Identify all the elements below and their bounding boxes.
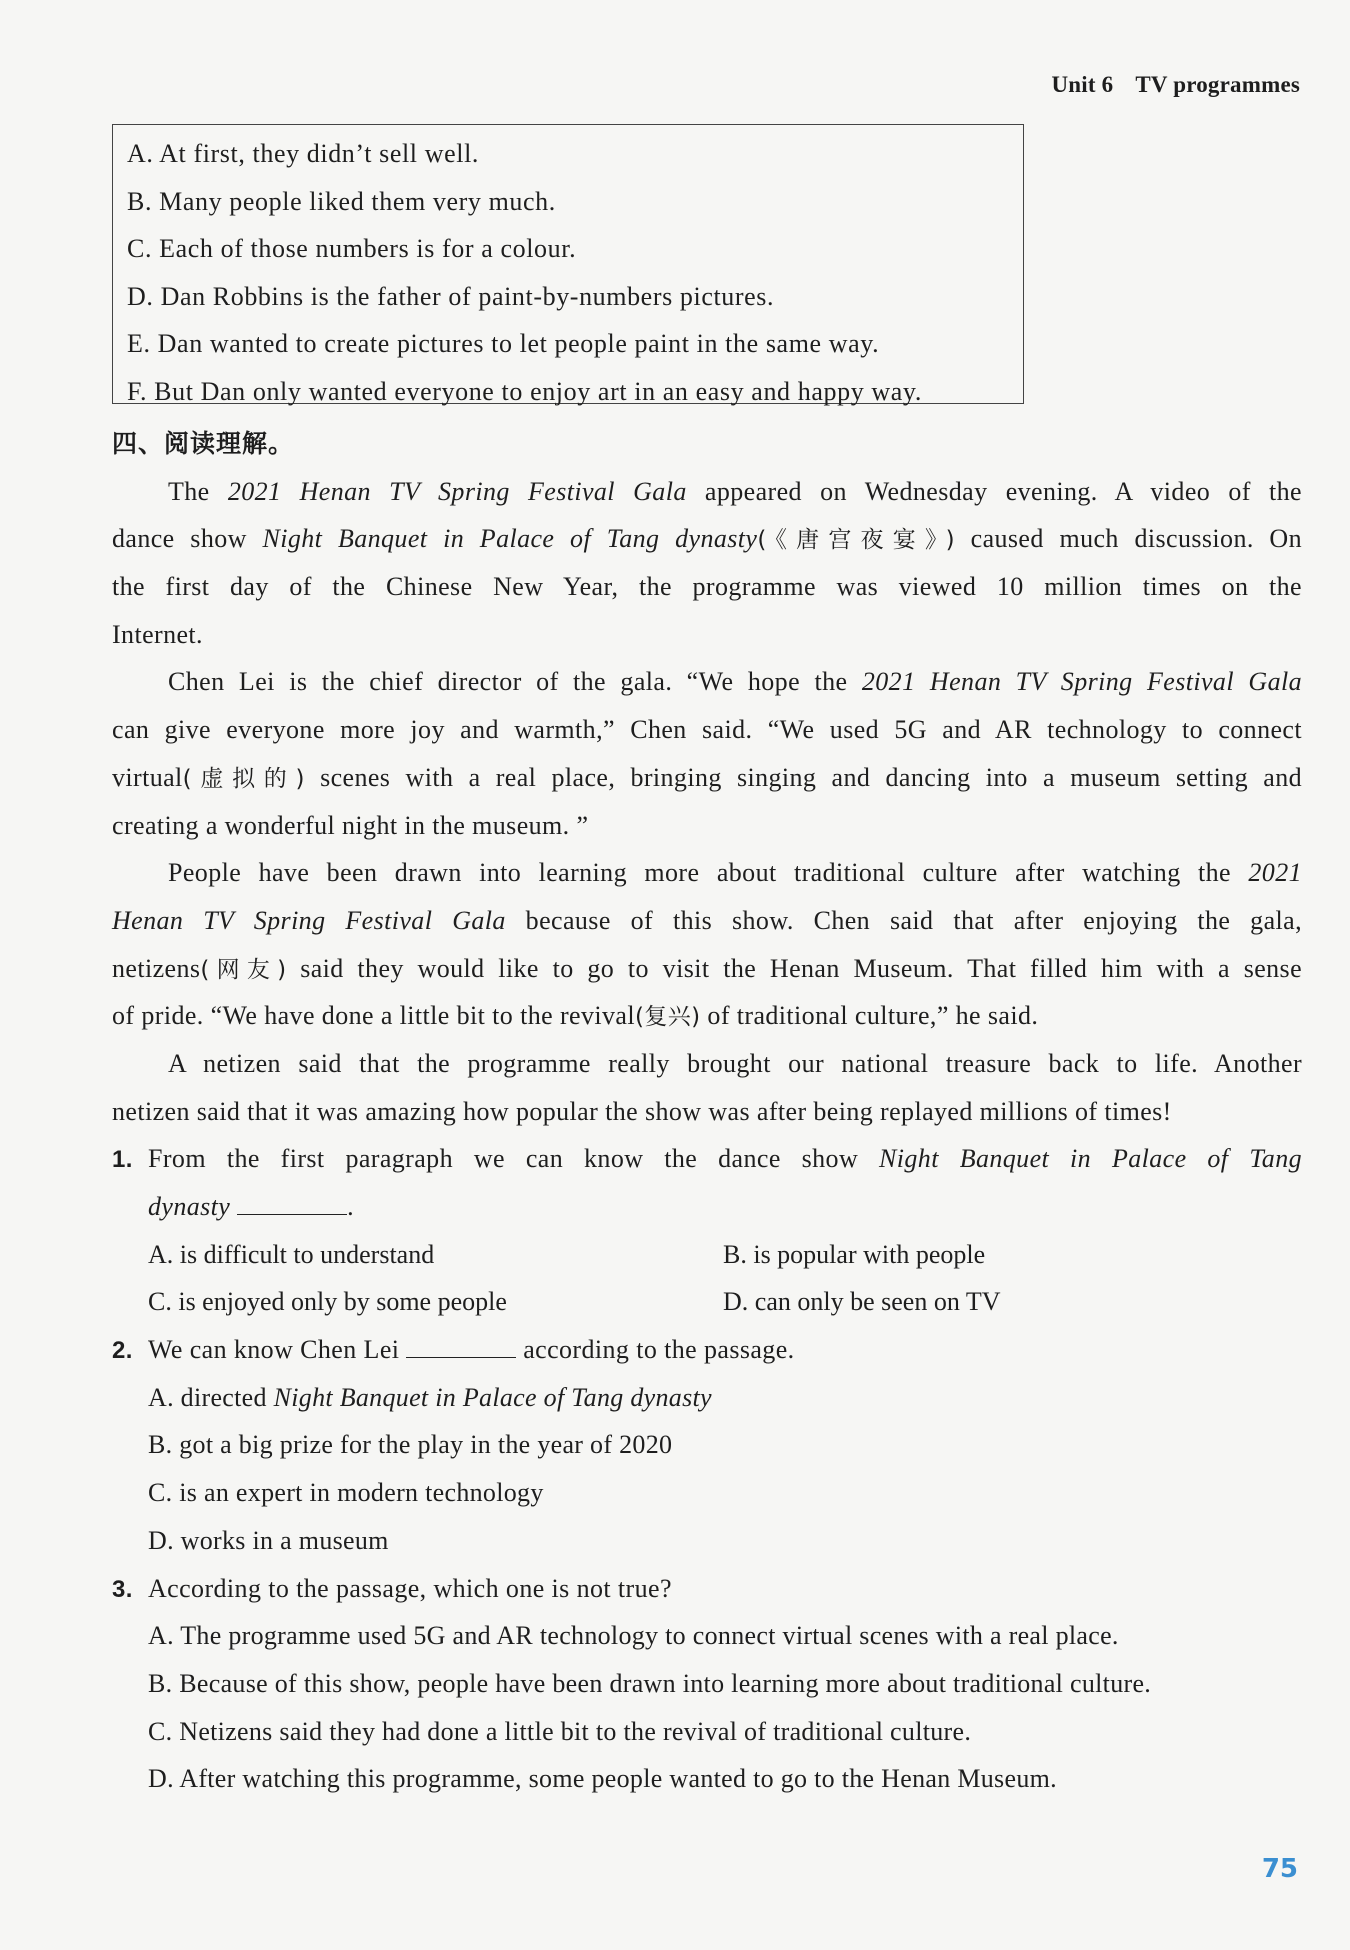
question-text: According to the passage, which one is not true? xyxy=(148,1573,672,1603)
choice-d[interactable]: D. can only be seen on TV xyxy=(723,1287,1001,1317)
passage-line xyxy=(112,658,1302,706)
show-title: Night Banquet in Palace of Tang dynasty xyxy=(262,524,758,554)
option-item: A. At first, they didn’t sell well. xyxy=(127,139,479,168)
text-run: . xyxy=(347,1192,355,1221)
show-title: Night Banquet in Palace of Tang xyxy=(879,1144,1302,1174)
reading-section xyxy=(112,420,1302,1803)
choice-c[interactable]: C. is an expert in modern technology xyxy=(148,1478,544,1508)
choice-b[interactable]: B. is popular with people xyxy=(723,1239,986,1269)
gala-title: 2021 xyxy=(1248,858,1302,888)
unit-title: TV programmes xyxy=(1135,72,1300,97)
question-number: 3. xyxy=(112,1575,133,1603)
chinese-gloss: (《唐宫夜宴》) xyxy=(757,527,955,554)
question-text: From the first paragraph we can know the dance show xyxy=(148,1144,880,1174)
choice-row xyxy=(112,1278,1302,1326)
text-run: virtual xyxy=(112,762,183,792)
passage-line xyxy=(112,992,1302,1040)
question-text: according to the passage. xyxy=(516,1335,795,1365)
question-1 xyxy=(112,1135,1302,1183)
show-title: dynasty xyxy=(148,1192,231,1221)
answer-blank[interactable] xyxy=(237,1192,347,1215)
choice-row xyxy=(112,1231,1302,1279)
text-run: netizens xyxy=(112,953,201,983)
passage-line xyxy=(112,849,1302,897)
text-run: The xyxy=(168,476,228,506)
passage-line xyxy=(112,945,1302,993)
question-3 xyxy=(112,1565,1302,1613)
choice-b[interactable]: B. got a big prize for the play in the year of 2020 xyxy=(148,1430,673,1460)
chinese-gloss: (虚拟的) xyxy=(182,765,305,792)
answer-blank[interactable] xyxy=(406,1335,516,1358)
choice-d[interactable]: D. After watching this programme, some people wanted to go to the Henan Museum. xyxy=(148,1764,1057,1794)
choice-b[interactable]: B. Because of this show, people have been drawn into learning more about traditional culture. xyxy=(148,1668,1152,1698)
question-2 xyxy=(112,1326,1302,1374)
text-run: A. directed xyxy=(148,1382,274,1412)
show-title: Night Banquet in Palace of Tang dynasty xyxy=(273,1382,712,1412)
text-run: dance show xyxy=(112,524,263,554)
text-run: Chen Lei is the chief director of the gala. “We hope the xyxy=(168,667,862,697)
text-run: of traditional culture,” he said. xyxy=(700,1001,1039,1031)
choice-d[interactable]: D. works in a museum xyxy=(148,1525,389,1555)
text-run: People have been drawn into learning more about traditional culture after watching the xyxy=(168,858,1249,888)
gala-title: 2021 Henan TV Spring Festival Gala xyxy=(861,667,1302,697)
section-title: 四、阅读理解。 xyxy=(112,429,295,458)
question-number: 1. xyxy=(112,1146,133,1174)
choice-c[interactable]: C. is enjoyed only by some people xyxy=(148,1287,507,1317)
passage-line: netizen said that it was amazing how popular the show was after being replayed millions of times! xyxy=(112,1096,1172,1126)
chinese-gloss: (复兴) xyxy=(634,1004,701,1031)
passage-line xyxy=(112,754,1302,802)
passage-line: Internet. xyxy=(112,619,203,649)
passage-line: the first day of the Chinese New Year, the programme was viewed 10 million times on the xyxy=(112,572,1302,602)
text-run: said they would like to go to visit the Henan Museum. That filled him with a sense xyxy=(286,953,1303,983)
choice-a[interactable]: A. is difficult to understand xyxy=(148,1239,435,1269)
text-run: because of this show. Chen said that after enjoying the gala, xyxy=(505,905,1302,935)
question-number: 2. xyxy=(112,1337,133,1365)
page-number: 75 xyxy=(1261,1854,1298,1884)
text-run: caused much discussion. On xyxy=(954,524,1302,554)
passage-line: A netizen said that the programme really brought our national treasure back to life. Another xyxy=(168,1048,1302,1078)
running-header xyxy=(1051,72,1300,98)
chinese-gloss: (网友) xyxy=(200,956,287,983)
choice-a[interactable]: A. The programme used 5G and AR technology to connect virtual scenes with a real place. xyxy=(148,1621,1119,1651)
text-run: of pride. “We have done a little bit to the revival xyxy=(112,1001,635,1031)
passage-line xyxy=(112,468,1302,516)
choice-a[interactable] xyxy=(112,1374,1302,1422)
passage-line xyxy=(112,515,1302,563)
passage-line: creating a wonderful night in the museum. ” xyxy=(112,810,589,840)
option-item: D. Dan Robbins is the father of paint-by-numbers pictures. xyxy=(127,281,775,311)
text-run: appeared on Wednesday evening. A video of the xyxy=(686,476,1302,506)
unit-label: Unit 6 xyxy=(1051,72,1114,97)
option-item: C. Each of those numbers is for a colour. xyxy=(127,234,577,263)
option-item: E. Dan wanted to create pictures to let people paint in the same way. xyxy=(127,329,880,358)
question-text: We can know Chen Lei xyxy=(148,1335,407,1365)
passage-line xyxy=(112,897,1302,945)
option-box xyxy=(112,124,1024,404)
choice-c[interactable]: C. Netizens said they had done a little bit to the revival of traditional culture. xyxy=(148,1716,972,1746)
text-run: scenes with a real place, bringing singing and dancing into a museum setting and xyxy=(304,762,1302,792)
gala-title: 2021 Henan TV Spring Festival Gala xyxy=(227,476,687,506)
gala-title: Henan TV Spring Festival Gala xyxy=(112,905,506,935)
passage-line: can give everyone more joy and warmth,” Chen said. “We used 5G and AR technology to connect xyxy=(112,715,1302,745)
option-item: B. Many people liked them very much. xyxy=(127,186,556,216)
question-1-cont xyxy=(112,1183,1302,1231)
option-item: F. But Dan only wanted everyone to enjoy art in an easy and happy way. xyxy=(127,376,922,406)
